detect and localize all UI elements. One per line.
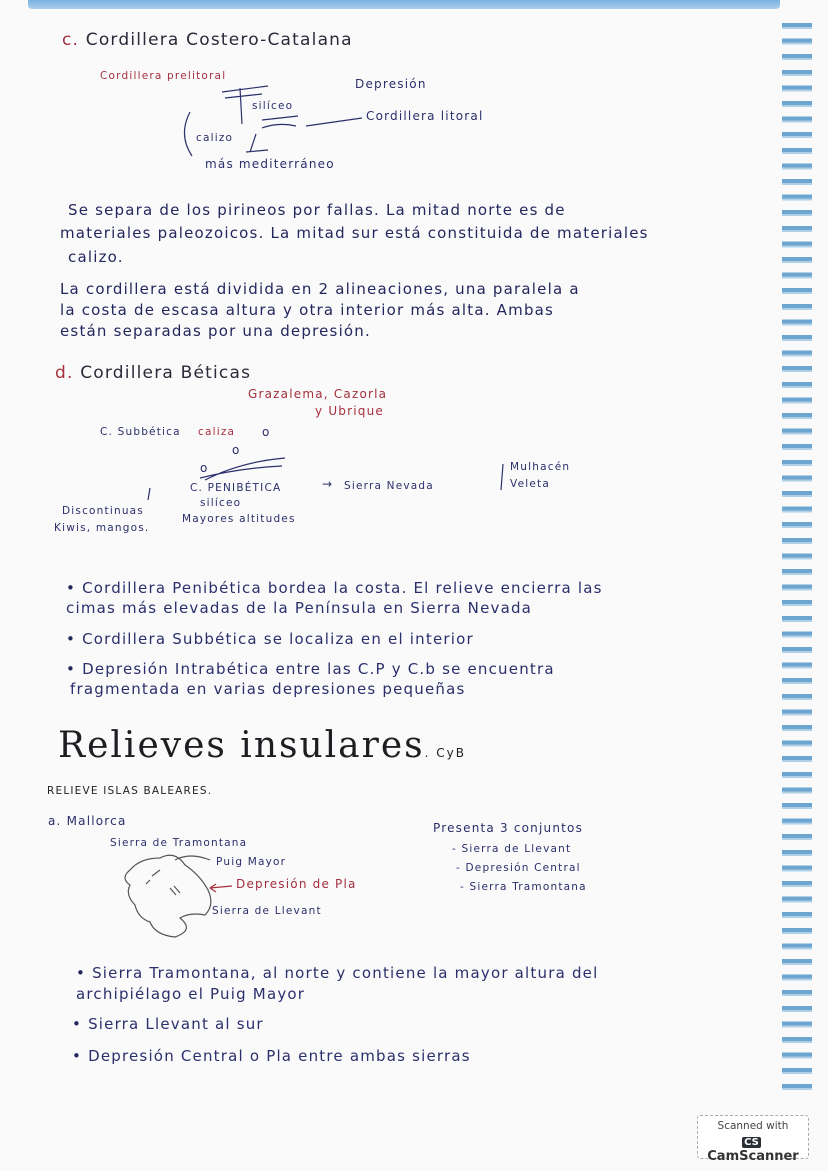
label-mayores-altitudes: Mayores altitudes — [182, 513, 296, 525]
heading-suffix: . CyB — [424, 746, 466, 760]
watermark-brand — [698, 1134, 808, 1164]
label-veleta: Veleta — [510, 478, 550, 490]
bullet-item — [72, 1016, 264, 1033]
label-ubrique: y Ubrique — [315, 404, 384, 418]
bullet-item — [66, 661, 555, 678]
diagram-label-calizo: calizo — [196, 132, 234, 144]
section-letter: c. — [62, 30, 80, 50]
text-line: Sierra Llevant al sur — [88, 1015, 264, 1033]
text-line: calizo. — [68, 248, 124, 266]
circle-mark: o — [232, 443, 241, 457]
circle-mark: o — [262, 425, 271, 439]
text-line: Depresión Central o Pla entre ambas sierras — [88, 1047, 471, 1065]
label-siliceo-b: silíceo — [200, 497, 242, 509]
map-label-puig-mayor: Puig Mayor — [216, 856, 287, 868]
text-line: La cordillera está dividida en 2 alineaciones, una paralela a — [60, 280, 580, 298]
conjunto-item: - Depresión Central — [456, 862, 581, 874]
section-d-heading — [55, 364, 251, 384]
text-line: la costa de escasa altura y otra interior más alta. Ambas — [60, 301, 555, 319]
bullet-item — [72, 1048, 471, 1065]
diagram-label-depresion: Depresión — [355, 77, 427, 91]
insular-heading — [58, 725, 466, 766]
bullet-icon: • — [72, 1047, 83, 1065]
bullet-icon: • — [66, 630, 77, 648]
arrow-icon: → — [322, 477, 334, 491]
watermark-text: Scanned with — [717, 1120, 789, 1132]
bullet-icon: • — [66, 660, 77, 678]
label-penibetica: C. PENIBÉTICA — [190, 482, 282, 494]
conjunto-item: - Sierra Tramontana — [460, 881, 587, 893]
camscanner-logo-icon: CS — [744, 1137, 759, 1148]
section-title: Cordillera Costero-Catalana — [85, 30, 353, 50]
label-subbetica — [100, 426, 181, 438]
label-mulhacen: Mulhacén — [510, 461, 571, 473]
text-line: Se separa de los pirineos por fallas. La mitad norte es de — [68, 201, 566, 219]
map-label-tramontana: Sierra de Tramontana — [110, 837, 248, 849]
text-line: fragmentada en varias depresiones pequeñas — [70, 680, 466, 698]
diagram-label-mediterraneo: más mediterráneo — [205, 157, 335, 171]
label-kiwis: Kiwis, mangos. — [54, 522, 150, 534]
diagram-label-prelitoral: Cordillera prelitoral — [100, 70, 227, 82]
label-grazalema: Grazalema, Cazorla — [248, 387, 388, 401]
text-line: están separadas por una depresión. — [60, 322, 371, 340]
label-sierra-nevada: Sierra Nevada — [344, 480, 434, 492]
text-line: Depresión Intrabética entre las C.P y C.b se encuentra — [82, 660, 555, 678]
text-line: cimas más elevadas de la Península en Sierra Nevada — [66, 599, 533, 617]
label-caliza: caliza — [198, 426, 236, 438]
text-line: Sierra Tramontana, al norte y contiene la mayor altura del — [92, 964, 599, 982]
label-subbetica-name: C. Subbética — [100, 426, 181, 438]
label-discontinuas: Discontinuas — [62, 505, 144, 517]
presenta-label: Presenta 3 conjuntos — [433, 821, 584, 835]
conjunto-item: - Sierra de Llevant — [452, 843, 572, 855]
text-line: materiales paleozoicos. La mitad sur está constituida de materiales — [60, 224, 649, 242]
map-label-pla: Depresión de Pla — [236, 877, 357, 891]
subtitle-baleares: RELIEVE ISLAS BALEARES. — [47, 785, 213, 797]
bullet-item — [66, 631, 474, 648]
text-line: Cordillera Penibética bordea la costa. El relieve encierra las — [82, 579, 603, 597]
camscanner-watermark — [697, 1115, 809, 1164]
bullet-icon: • — [76, 964, 87, 982]
label-mallorca: a. Mallorca — [48, 814, 127, 828]
bullet-icon: • — [66, 579, 77, 597]
bullet-item — [66, 580, 603, 597]
watermark-brand-name: CamScanner — [707, 1149, 799, 1164]
circle-mark: o — [200, 461, 209, 475]
bullet-icon: • — [72, 1015, 83, 1033]
section-letter: d. — [55, 363, 74, 383]
text-line: archipiélago el Puig Mayor — [76, 985, 306, 1003]
map-label-llevant: Sierra de Llevant — [212, 905, 322, 917]
bullet-item — [76, 965, 598, 982]
heading-title: Relieves insulares — [58, 725, 425, 766]
diagram-label-siliceo: silíceo — [252, 100, 294, 112]
diagram-label-litoral: Cordillera litoral — [366, 109, 484, 123]
text-line: Cordillera Subbética se localiza en el interior — [82, 630, 474, 648]
section-title: Cordillera Béticas — [80, 363, 252, 383]
